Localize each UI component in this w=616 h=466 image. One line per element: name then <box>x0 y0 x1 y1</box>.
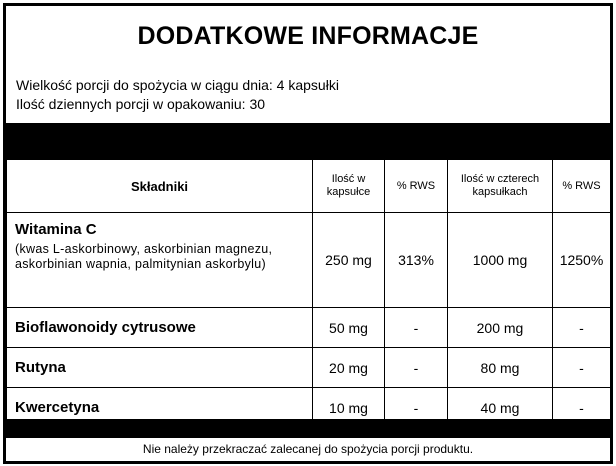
rws-1-value: - <box>385 308 448 348</box>
rws-1-value: - <box>385 388 448 428</box>
table-row <box>7 308 611 348</box>
bottom-divider-bar <box>6 419 610 437</box>
per-four-value: 1000 mg <box>448 213 553 308</box>
ingredient-name: Kwercetyna <box>7 388 313 428</box>
per-capsule-value: 50 mg <box>313 308 385 348</box>
ingredient-forms: (kwas L-askorbinowy, askorbinian magnezu, askorbinian wapnia, palmitynian askorbylu) <box>15 242 273 271</box>
supplement-info-panel <box>3 3 613 464</box>
ingredient-name: Rutyna <box>7 348 313 388</box>
top-divider-bar <box>6 123 610 159</box>
serving-size-text: Wielkość porcji do spożycia w ciągu dnia: 4 kapsułki <box>16 77 339 93</box>
per-capsule-value: 10 mg <box>313 388 385 428</box>
ingredient-name-cell <box>7 213 313 308</box>
page-title: DODATKOWE INFORMACJE <box>137 22 479 50</box>
rws-4-value: 1250% <box>553 213 611 308</box>
rws-4-value: - <box>553 388 611 428</box>
rws-4-value: - <box>553 348 611 388</box>
rws-1-value: - <box>385 348 448 388</box>
per-capsule-value: 20 mg <box>313 348 385 388</box>
table-row <box>7 213 611 308</box>
ingredient-name: Witamina C <box>15 221 97 238</box>
per-four-value: 40 mg <box>448 388 553 428</box>
rws-1-value: 313% <box>385 213 448 308</box>
ingredients-table <box>6 159 611 428</box>
header-rws-1: % RWS <box>385 160 448 213</box>
table-header-row <box>7 160 611 213</box>
serving-info <box>16 76 339 114</box>
ingredient-name: Bioflawonoidy cytrusowe <box>7 308 313 348</box>
header-per-four: Ilość w czterech kapsułkach <box>448 160 553 213</box>
table-row <box>7 348 611 388</box>
rws-4-value: - <box>553 308 611 348</box>
per-four-value: 200 mg <box>448 308 553 348</box>
servings-per-pack-text: Ilość dziennych porcji w opakowaniu: 30 <box>16 96 266 112</box>
per-capsule-value: 250 mg <box>313 213 385 308</box>
header-per-capsule: Ilość w kapsułce <box>313 160 385 213</box>
footer-warning: Nie należy przekraczać zalecanej do spożycia porcji produktu. <box>6 437 610 462</box>
per-four-value: 80 mg <box>448 348 553 388</box>
header-ingredients: Składniki <box>7 160 313 213</box>
header-rws-4: % RWS <box>553 160 611 213</box>
